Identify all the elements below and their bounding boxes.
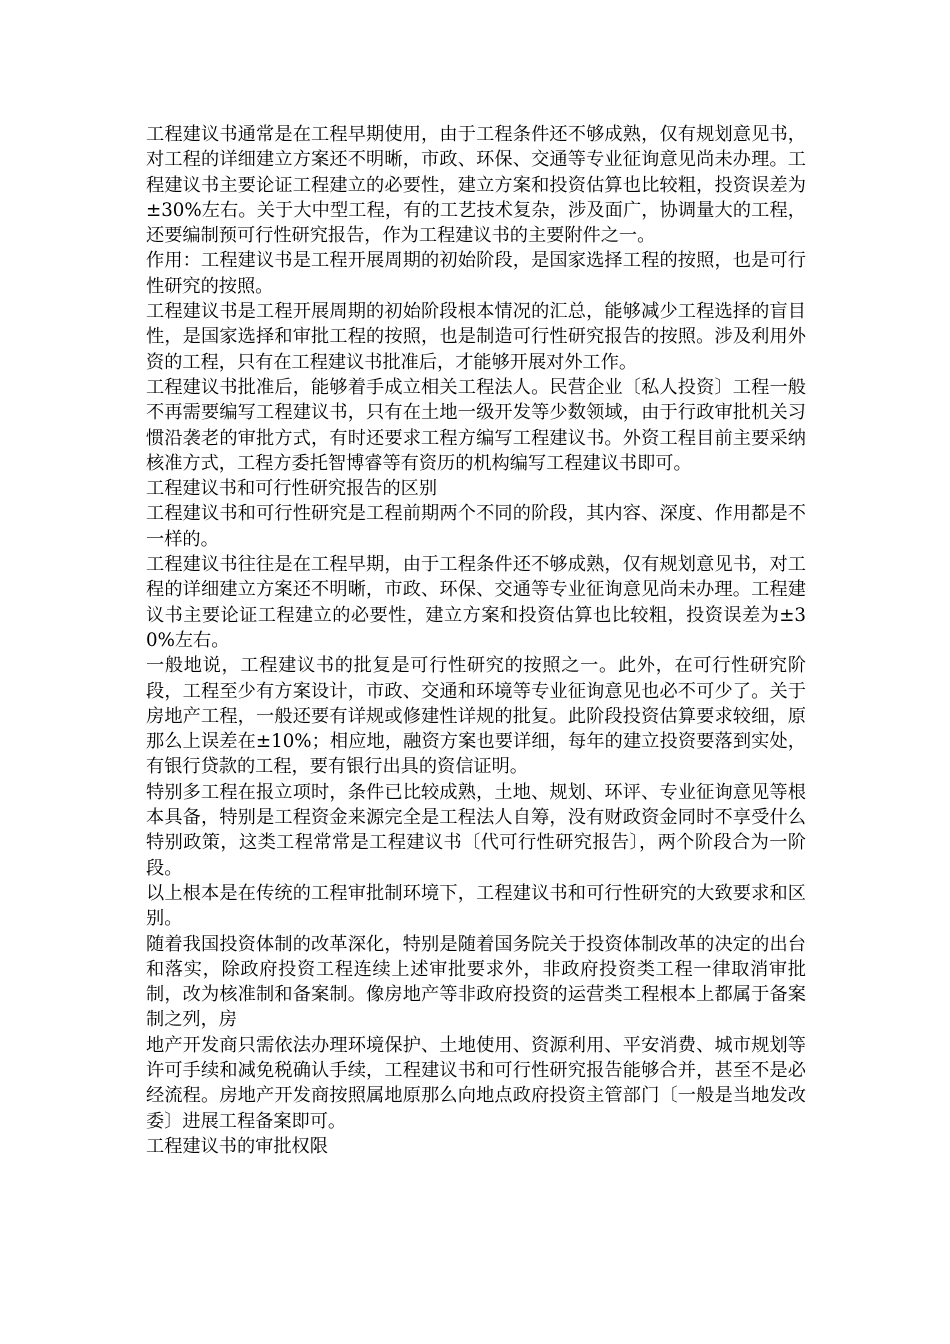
- paragraph-intro: 工程建议书通常是在工程早期使用，由于工程条件还不够成熟，仅有规划意见书，对工程的详细建立方案还不明晰，市政、环保、交通等专业征询意见尚未办理。工程建议书主要论证工程建立的必要性，建立方案和投资估算也比较粗，投资误差为±30%左右。关于大中型工程，有的工艺技术复杂，涉及面广，协调量大的工程，还要编制预可行性研究报告，作为工程建议书的主要附件之一。: [146, 124, 806, 247]
- paragraph-feasibility: 一般地说，工程建议书的批复是可行性研究的按照之一。此外，在可行性研究阶段，工程至少有方案设计，市政、交通和环境等专业征询意见也必不可少了。关于房地产工程，一般还要有详规或修建性详规的批复。此阶段投资估算要求较细，原那么上误差在±10%；相应地，融资方案也要详细，每年的建立投资要落到实处，有银行贷款的工程，要有银行出具的资信证明。: [146, 655, 806, 778]
- document-body: [146, 122, 806, 1159]
- paragraph-real-estate: 地产开发商只需依法办理环境保护、土地使用、资源利用、平安消费、城市规划等许可手续和减免税确认手续，工程建议书和可行性研究报告能够合并，甚至不是必经流程。房地产开发商按照属地原那么向地点政府投资主管部门〔一般是当地发改委〕进展工程备案即可。: [146, 1034, 806, 1132]
- paragraph-summary: 工程建议书是工程开展周期的初始阶段根本情况的汇总，能够减少工程选择的盲目性，是国家选择和审批工程的按照，也是制造可行性研究报告的按照。涉及利用外资的工程，只有在工程建议书批准后，才能够开展对外工作。: [146, 301, 806, 373]
- paragraph-early-stage: 工程建议书往往是在工程早期，由于工程条件还不够成熟，仅有规划意见书，对工程的详细建立方案还不明晰，市政、环保、交通等专业征询意见尚未办理。工程建议书主要论证工程建立的必要性，建立方案和投资估算也比较粗，投资误差为±30%左右。: [146, 554, 806, 651]
- paragraph-traditional: 以上根本是在传统的工程审批制环境下，工程建议书和可行性研究的大致要求和区别。: [146, 882, 806, 930]
- paragraph-reform: 随着我国投资体制的改革深化，特别是随着国务院关于投资体制改革的决定的出台和落实，除政府投资工程连续上述审批要求外，非政府投资类工程一律取消审批制，改为核准制和备案制。像房地产等非政府投资的运营类工程根本上都属于备案制之列，房: [146, 933, 806, 1031]
- section-heading-authority: 工程建议书的审批权限: [146, 1135, 328, 1157]
- paragraph-after-approval: 工程建议书批准后，能够着手成立相关工程法人。民营企业〔私人投资〕工程一般不再需要编写工程建议书，只有在土地一级开发等少数领域，由于行政审批机关习惯沿袭老的审批方式，有时还要求工程方编写工程建议书。外资工程目前主要采纳核准方式，工程方委托智博睿等有资历的机构编写工程建议书即可。: [146, 376, 806, 474]
- paragraph-purpose: 作用：工程建议书是工程开展周期的初始阶段，是国家选择工程的按照，也是可行性研究的按照。: [146, 250, 806, 297]
- paragraph-combined-stage: 特别多工程在报立项时，条件已比较成熟，土地、规划、环评、专业征询意见等根本具备，特别是工程资金来源完全是工程法人自筹，没有财政资金同时不享受什么特别政策，这类工程常常是工程建议书〔代可行性研究报告〕，两个阶段合为一阶段。: [146, 781, 806, 879]
- paragraph-two-stages: 工程建议书和可行性研究是工程前期两个不同的阶段，其内容、深度、作用都是不一样的。: [146, 503, 806, 550]
- section-heading-difference: 工程建议书和可行性研究报告的区别: [146, 478, 438, 500]
